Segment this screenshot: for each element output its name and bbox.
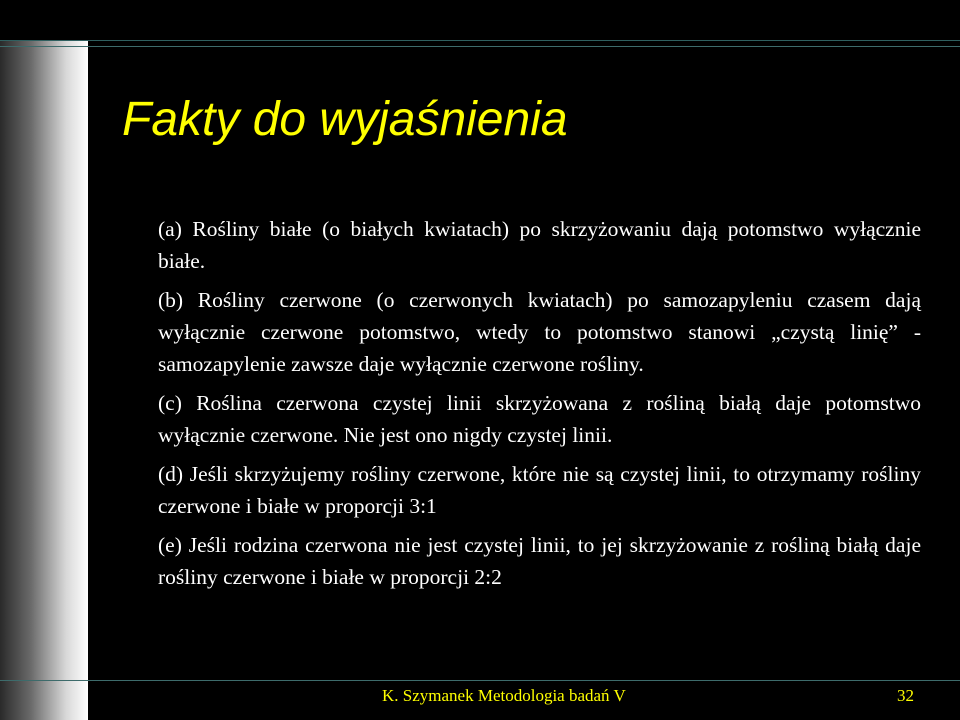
- top-rule-line: [0, 40, 960, 41]
- bottom-rule-line: [0, 680, 960, 681]
- top-rule-line-secondary: [0, 46, 960, 47]
- paragraph-e: (e) Jeśli rodzina czerwona nie jest czystej linii, to jej skrzyżowanie z rośliną białą daje rośliny czerwone i białe w proporcji 2:2: [158, 533, 921, 589]
- slide-body: [158, 213, 921, 600]
- paragraph-c: (c) Roślina czerwona czystej linii skrzyżowana z rośliną białą daje potomstwo wyłącznie czerwone. Nie jest ono nigdy czystej linii.: [158, 391, 921, 447]
- paragraph-d: (d) Jeśli skrzyżujemy rośliny czerwone, które nie są czystej linii, to otrzymamy rośliny czerwone i białe w proporcji 3:1: [158, 462, 921, 518]
- page-number: 32: [897, 686, 914, 705]
- paragraph-a: (a) Rośliny białe (o białych kwiatach) po skrzyżowaniu dają potomstwo wyłącznie białe.: [158, 217, 921, 273]
- slide-footer: K. Szymanek Metodologia badań V: [382, 686, 626, 705]
- left-bar-top-block: [0, 0, 88, 40]
- paragraph-b: (b) Rośliny czerwone (o czerwonych kwiatach) po samozapyleniu czasem dają wyłącznie czerwone potomstwo, wtedy to potomstwo stanowi „czystą linię” - samozapylenie zawsze daje wyłącznie czerwone rośliny.: [158, 288, 921, 376]
- left-gradient-bar: [0, 0, 88, 720]
- slide-title: Fakty do wyjaśnienia: [122, 93, 568, 146]
